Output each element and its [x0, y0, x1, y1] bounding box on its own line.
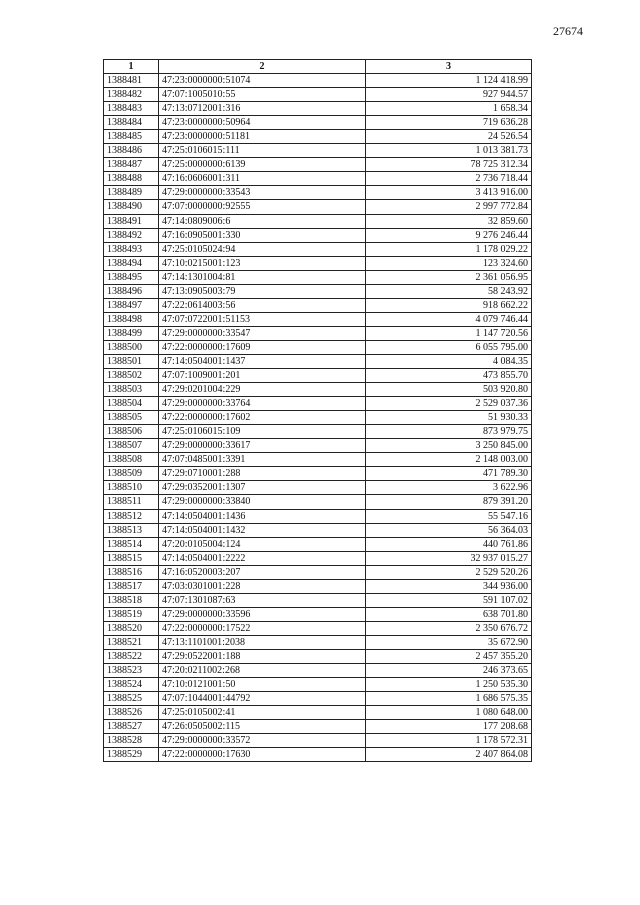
row-number-cell: 1388526	[104, 706, 159, 720]
value-cell: 1 013 381.73	[366, 144, 532, 158]
cadastral-number-cell: 47:23:0000000:50964	[159, 116, 366, 130]
value-cell: 51 930.33	[366, 411, 532, 425]
value-cell: 1 124 418.99	[366, 74, 532, 88]
row-number-cell: 1388500	[104, 340, 159, 354]
row-number-cell: 1388527	[104, 720, 159, 734]
cadastral-number-cell: 47:29:0000000:33543	[159, 186, 366, 200]
cadastral-number-cell: 47:29:0000000:33547	[159, 326, 366, 340]
table-row	[104, 298, 532, 312]
value-cell: 55 547.16	[366, 509, 532, 523]
row-number-cell: 1388496	[104, 284, 159, 298]
table-row	[104, 228, 532, 242]
row-number-cell: 1388483	[104, 102, 159, 116]
cadastral-number-cell: 47:25:0000000:6139	[159, 158, 366, 172]
row-number-cell: 1388517	[104, 579, 159, 593]
value-cell: 1 080 648.00	[366, 706, 532, 720]
value-cell: 1 147 720.56	[366, 326, 532, 340]
cadastral-number-cell: 47:22:0000000:17522	[159, 621, 366, 635]
cadastral-number-cell: 47:10:0215001:123	[159, 256, 366, 270]
value-cell: 2 148 003.00	[366, 453, 532, 467]
table-row	[104, 509, 532, 523]
row-number-cell: 1388514	[104, 537, 159, 551]
row-number-cell: 1388521	[104, 635, 159, 649]
row-number-cell: 1388487	[104, 158, 159, 172]
cadastral-number-cell: 47:14:0504001:1432	[159, 523, 366, 537]
row-number-cell: 1388516	[104, 565, 159, 579]
row-number-cell: 1388485	[104, 130, 159, 144]
row-number-cell: 1388529	[104, 748, 159, 762]
cadastral-number-cell: 47:16:0520003:207	[159, 565, 366, 579]
row-number-cell: 1388495	[104, 270, 159, 284]
cadastral-number-cell: 47:29:0352001:1307	[159, 481, 366, 495]
cadastral-number-cell: 47:07:1301087:63	[159, 593, 366, 607]
value-cell: 471 789.30	[366, 467, 532, 481]
table-row	[104, 453, 532, 467]
row-number-cell: 1388484	[104, 116, 159, 130]
table-row	[104, 158, 532, 172]
column-header-1: 1	[104, 60, 159, 74]
value-cell: 2 350 676.72	[366, 621, 532, 635]
row-number-cell: 1388505	[104, 411, 159, 425]
row-number-cell: 1388507	[104, 439, 159, 453]
row-number-cell: 1388508	[104, 453, 159, 467]
table-row	[104, 439, 532, 453]
value-cell: 32 859.60	[366, 214, 532, 228]
table-row	[104, 678, 532, 692]
cadastral-number-cell: 47:16:0606001:311	[159, 172, 366, 186]
value-cell: 2 529 037.36	[366, 397, 532, 411]
value-cell: 56 364.03	[366, 523, 532, 537]
table-row	[104, 354, 532, 368]
value-cell: 440 761.86	[366, 537, 532, 551]
cadastral-number-cell: 47:13:0905003:79	[159, 284, 366, 298]
row-number-cell: 1388492	[104, 228, 159, 242]
value-cell: 35 672.90	[366, 635, 532, 649]
table-row	[104, 635, 532, 649]
table-row	[104, 284, 532, 298]
value-cell: 2 407 864.08	[366, 748, 532, 762]
table-row	[104, 186, 532, 200]
table-row	[104, 411, 532, 425]
table-row	[104, 692, 532, 706]
table-row	[104, 579, 532, 593]
row-number-cell: 1388509	[104, 467, 159, 481]
table-body	[104, 74, 532, 762]
value-cell: 9 276 246.44	[366, 228, 532, 242]
value-cell: 4 084.35	[366, 354, 532, 368]
row-number-cell: 1388481	[104, 74, 159, 88]
table-row	[104, 116, 532, 130]
table-row	[104, 748, 532, 762]
value-cell: 3 622.96	[366, 481, 532, 495]
value-cell: 591 107.02	[366, 593, 532, 607]
cadastral-number-cell: 47:07:0000000:92555	[159, 200, 366, 214]
page-number: 27674	[553, 24, 583, 38]
cadastral-number-cell: 47:29:0000000:33764	[159, 397, 366, 411]
value-cell: 927 944.57	[366, 88, 532, 102]
cadastral-number-cell: 47:13:0712001:316	[159, 102, 366, 116]
cadastral-number-cell: 47:23:0000000:51181	[159, 130, 366, 144]
value-cell: 473 855.70	[366, 369, 532, 383]
cadastral-number-cell: 47:29:0000000:33596	[159, 607, 366, 621]
data-table	[103, 59, 532, 762]
table-row	[104, 706, 532, 720]
row-number-cell: 1388518	[104, 593, 159, 607]
cadastral-number-cell: 47:03:0301001:228	[159, 579, 366, 593]
table-row	[104, 74, 532, 88]
value-cell: 1 250 535.30	[366, 678, 532, 692]
value-cell: 1 658.34	[366, 102, 532, 116]
value-cell: 1 178 029.22	[366, 242, 532, 256]
table-row	[104, 720, 532, 734]
cadastral-number-cell: 47:14:0504001:1437	[159, 354, 366, 368]
cadastral-number-cell: 47:14:0504001:2222	[159, 551, 366, 565]
cadastral-number-cell: 47:07:0485001:3391	[159, 453, 366, 467]
cadastral-number-cell: 47:29:0710001:288	[159, 467, 366, 481]
value-cell: 2 457 355.20	[366, 649, 532, 663]
value-cell: 1 686 575.35	[366, 692, 532, 706]
value-cell: 344 936.00	[366, 579, 532, 593]
row-number-cell: 1388497	[104, 298, 159, 312]
table-row	[104, 495, 532, 509]
row-number-cell: 1388502	[104, 369, 159, 383]
row-number-cell: 1388493	[104, 242, 159, 256]
value-cell: 24 526.54	[366, 130, 532, 144]
table-row	[104, 425, 532, 439]
cadastral-number-cell: 47:16:0905001:330	[159, 228, 366, 242]
table-row	[104, 383, 532, 397]
table-row	[104, 607, 532, 621]
cadastral-number-cell: 47:25:0105002:41	[159, 706, 366, 720]
value-cell: 246 373.65	[366, 664, 532, 678]
table-row	[104, 467, 532, 481]
cadastral-number-cell: 47:10:0121001:50	[159, 678, 366, 692]
row-number-cell: 1388499	[104, 326, 159, 340]
table-row	[104, 144, 532, 158]
table-row	[104, 369, 532, 383]
value-cell: 1 178 572.31	[366, 734, 532, 748]
table-row	[104, 200, 532, 214]
value-cell: 177 208.68	[366, 720, 532, 734]
value-cell: 78 725 312.34	[366, 158, 532, 172]
row-number-cell: 1388489	[104, 186, 159, 200]
row-number-cell: 1388522	[104, 649, 159, 663]
value-cell: 123 324.60	[366, 256, 532, 270]
table-row	[104, 326, 532, 340]
value-cell: 2 997 772.84	[366, 200, 532, 214]
cadastral-number-cell: 47:07:0722001:51153	[159, 312, 366, 326]
table-row	[104, 172, 532, 186]
cadastral-number-cell: 47:26:0505002:115	[159, 720, 366, 734]
row-number-cell: 1388506	[104, 425, 159, 439]
cadastral-number-cell: 47:29:0000000:33617	[159, 439, 366, 453]
table-row	[104, 537, 532, 551]
cadastral-number-cell: 47:20:0211002:268	[159, 664, 366, 678]
table-row	[104, 397, 532, 411]
value-cell: 32 937 015.27	[366, 551, 532, 565]
row-number-cell: 1388511	[104, 495, 159, 509]
row-number-cell: 1388482	[104, 88, 159, 102]
row-number-cell: 1388494	[104, 256, 159, 270]
table-row	[104, 88, 532, 102]
table-row	[104, 340, 532, 354]
table-header-row	[104, 60, 532, 74]
table-row	[104, 621, 532, 635]
table-row	[104, 593, 532, 607]
table-row	[104, 481, 532, 495]
value-cell: 3 413 916.00	[366, 186, 532, 200]
value-cell: 638 701.80	[366, 607, 532, 621]
cadastral-number-cell: 47:23:0000000:51074	[159, 74, 366, 88]
cadastral-number-cell: 47:20:0105004:124	[159, 537, 366, 551]
cadastral-number-cell: 47:29:0000000:33572	[159, 734, 366, 748]
cadastral-number-cell: 47:07:1009001:201	[159, 369, 366, 383]
row-number-cell: 1388510	[104, 481, 159, 495]
value-cell: 879 391.20	[366, 495, 532, 509]
value-cell: 2 736 718.44	[366, 172, 532, 186]
table-row	[104, 551, 532, 565]
table-row	[104, 523, 532, 537]
row-number-cell: 1388520	[104, 621, 159, 635]
row-number-cell: 1388501	[104, 354, 159, 368]
row-number-cell: 1388486	[104, 144, 159, 158]
row-number-cell: 1388515	[104, 551, 159, 565]
row-number-cell: 1388491	[104, 214, 159, 228]
cadastral-number-cell: 47:29:0522001:188	[159, 649, 366, 663]
table-row	[104, 214, 532, 228]
row-number-cell: 1388512	[104, 509, 159, 523]
table-row	[104, 256, 532, 270]
table-row	[104, 649, 532, 663]
value-cell: 719 636.28	[366, 116, 532, 130]
row-number-cell: 1388488	[104, 172, 159, 186]
table-row	[104, 664, 532, 678]
value-cell: 2 361 056.95	[366, 270, 532, 284]
table-row	[104, 270, 532, 284]
cadastral-number-cell: 47:07:1005010:55	[159, 88, 366, 102]
cadastral-number-cell: 47:25:0106015:109	[159, 425, 366, 439]
cadastral-number-cell: 47:14:1301004:81	[159, 270, 366, 284]
cadastral-number-cell: 47:29:0000000:33840	[159, 495, 366, 509]
cadastral-number-cell: 47:22:0000000:17602	[159, 411, 366, 425]
value-cell: 3 250 845.00	[366, 439, 532, 453]
row-number-cell: 1388525	[104, 692, 159, 706]
table-row	[104, 130, 532, 144]
cadastral-number-cell: 47:25:0105024:94	[159, 242, 366, 256]
cadastral-number-cell: 47:29:0201004:229	[159, 383, 366, 397]
table-row	[104, 565, 532, 579]
row-number-cell: 1388523	[104, 664, 159, 678]
cadastral-number-cell: 47:25:0106015:111	[159, 144, 366, 158]
row-number-cell: 1388519	[104, 607, 159, 621]
cadastral-number-cell: 47:14:0504001:1436	[159, 509, 366, 523]
row-number-cell: 1388513	[104, 523, 159, 537]
column-header-3: 3	[366, 60, 532, 74]
column-header-2: 2	[159, 60, 366, 74]
value-cell: 58 243.92	[366, 284, 532, 298]
row-number-cell: 1388503	[104, 383, 159, 397]
value-cell: 2 529 520.26	[366, 565, 532, 579]
cadastral-number-cell: 47:22:0000000:17630	[159, 748, 366, 762]
cadastral-number-cell: 47:22:0000000:17609	[159, 340, 366, 354]
row-number-cell: 1388490	[104, 200, 159, 214]
row-number-cell: 1388524	[104, 678, 159, 692]
cadastral-number-cell: 47:07:1044001:44792	[159, 692, 366, 706]
row-number-cell: 1388528	[104, 734, 159, 748]
table-row	[104, 312, 532, 326]
value-cell: 4 079 746.44	[366, 312, 532, 326]
cadastral-number-cell: 47:22:0614003:56	[159, 298, 366, 312]
value-cell: 873 979.75	[366, 425, 532, 439]
table-row	[104, 102, 532, 116]
table-row	[104, 242, 532, 256]
table-row	[104, 734, 532, 748]
cadastral-number-cell: 47:14:0809006:6	[159, 214, 366, 228]
row-number-cell: 1388498	[104, 312, 159, 326]
value-cell: 918 662.22	[366, 298, 532, 312]
cadastral-number-cell: 47:13:1101001:2038	[159, 635, 366, 649]
value-cell: 503 920.80	[366, 383, 532, 397]
row-number-cell: 1388504	[104, 397, 159, 411]
value-cell: 6 055 795.00	[366, 340, 532, 354]
